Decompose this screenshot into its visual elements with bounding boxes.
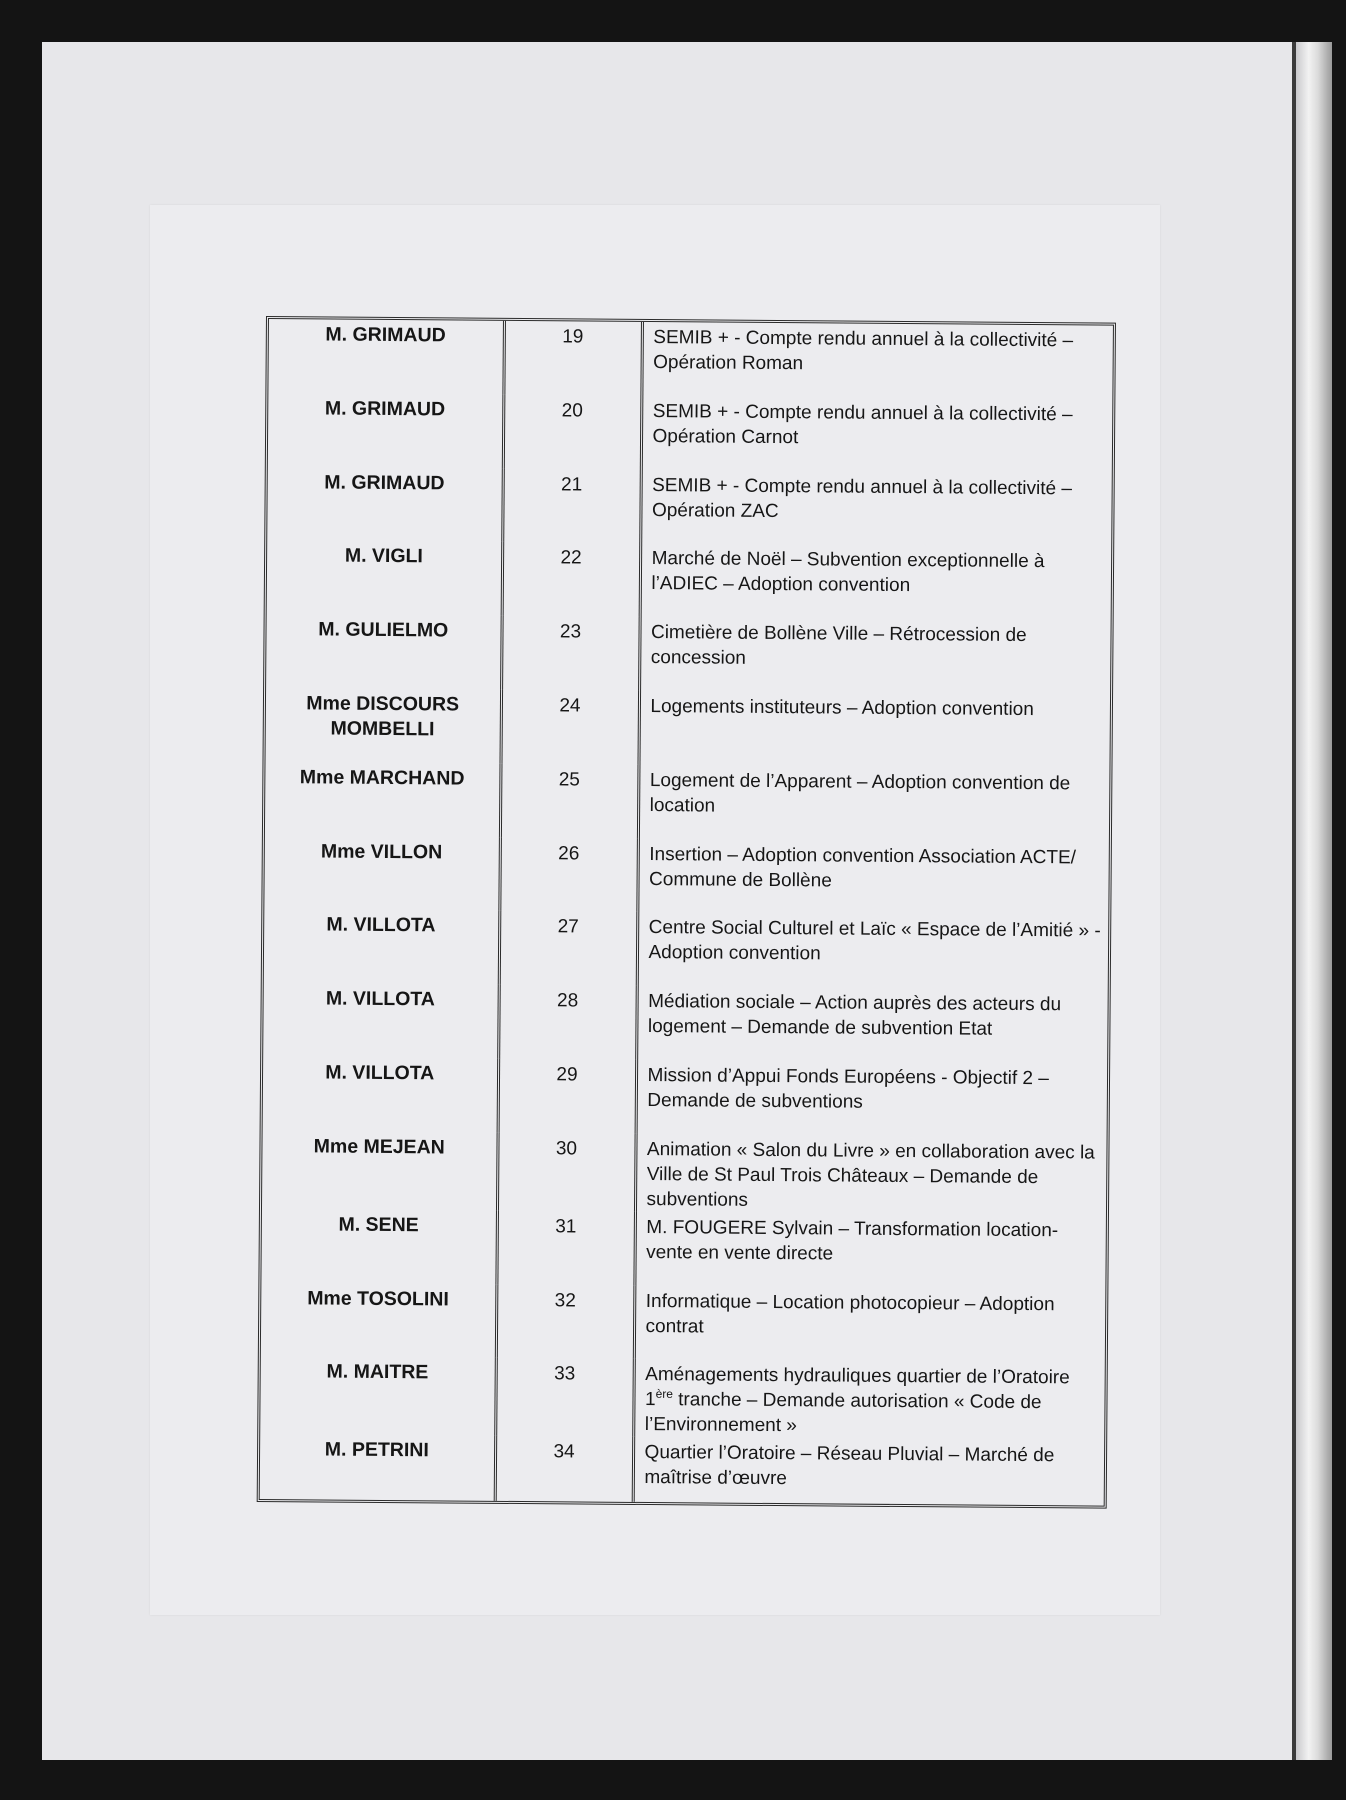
item-number: 22 <box>502 542 641 617</box>
item-description: Mission d’Appui Fonds Européens - Objectif 2 – Demande de subventions <box>647 1064 1049 1113</box>
item-number: 28 <box>498 985 637 1060</box>
item-number: 24 <box>500 690 639 765</box>
agenda-table-frame <box>257 316 1116 1509</box>
item-number: 27 <box>499 911 638 986</box>
superscript-ordinal: ère <box>655 1387 674 1402</box>
item-description: Logements instituteurs – Adoption convention <box>650 696 1034 721</box>
rapporteur-name: Mme DISCOURS MOMBELLI <box>265 688 501 764</box>
item-description <box>633 1359 1105 1441</box>
item-description: M. FOUGERE Sylvain – Transformation location-vente en vente directe <box>646 1216 1059 1265</box>
table-row <box>262 1131 1107 1216</box>
item-number: 20 <box>503 395 642 470</box>
item-description: Logement de l’Apparent – Adoption convention de location <box>649 769 1071 817</box>
table-row <box>263 1057 1108 1137</box>
rapporteur-name: M. VILLOTA <box>263 983 499 1059</box>
table-row <box>263 983 1108 1063</box>
table-row <box>261 1209 1106 1289</box>
agenda-table <box>260 319 1113 1506</box>
item-number: 31 <box>496 1211 635 1286</box>
rapporteur-name: Mme MARCHAND <box>265 762 501 838</box>
document-sheet <box>150 205 1160 1615</box>
item-number: 32 <box>496 1284 635 1359</box>
rapporteur-name: M. MAITRE <box>260 1356 496 1436</box>
table-row <box>265 762 1110 842</box>
item-description: Animation « Salon du Livre » en collaboration avec la Ville de St Paul Trois Châteaux – Demande de subventions <box>646 1138 1095 1211</box>
page-edge <box>1296 42 1332 1760</box>
item-description: SEMIB + - Compte rendu annuel à la collectivité – Opération Carnot <box>652 400 1073 448</box>
rapporteur-name: Mme MEJEAN <box>262 1131 498 1211</box>
item-number: 25 <box>500 764 639 839</box>
item-description: Cimetière de Bollène Ville – Rétrocession de concession <box>650 622 1027 669</box>
item-number: 33 <box>495 1358 634 1437</box>
rapporteur-name: M. PETRINI <box>260 1434 496 1501</box>
table-row <box>260 1356 1105 1441</box>
table-row <box>265 688 1110 768</box>
item-number: 30 <box>497 1133 636 1212</box>
rapporteur-name: M. SENE <box>261 1209 497 1285</box>
table-row <box>268 319 1113 399</box>
item-number: 19 <box>503 321 642 396</box>
rapporteur-name: M. GULIELMO <box>266 614 502 690</box>
table-row <box>267 467 1112 547</box>
table-row <box>268 393 1113 473</box>
item-description: SEMIB + - Compte rendu annuel à la collectivité – Opération Roman <box>653 327 1074 375</box>
item-number: 21 <box>502 468 641 543</box>
table-row <box>267 540 1112 620</box>
item-description: Centre Social Culturel et Laïc « Espace de l’Amitié » - Adoption convention <box>648 917 1101 965</box>
table-row <box>264 836 1109 916</box>
rapporteur-name: M. GRIMAUD <box>267 467 503 543</box>
item-number: 26 <box>499 837 638 912</box>
table-row <box>260 1434 1104 1506</box>
rapporteur-name: M. VILLOTA <box>264 909 500 985</box>
item-description: Marché de Noël – Subvention exceptionnelle à l’ADIEC – Adoption convention <box>651 548 1045 597</box>
item-description: Insertion – Adoption convention Association ACTE/ Commune de Bollène <box>649 843 1077 892</box>
table-row <box>261 1283 1106 1363</box>
rapporteur-name: M. VILLOTA <box>263 1057 499 1133</box>
rapporteur-name: Mme TOSOLINI <box>261 1283 497 1359</box>
table-row <box>264 909 1109 989</box>
item-number: 29 <box>498 1059 637 1134</box>
item-description: Médiation sociale – Action auprès des acteurs du logement – Demande de subvention Etat <box>647 991 1062 1040</box>
rapporteur-name: M. VIGLI <box>267 540 503 616</box>
item-description: Quartier l’Oratoire – Réseau Pluvial – Marché de maîtrise d’œuvre <box>644 1442 1055 1490</box>
table-row <box>266 614 1111 694</box>
description-part: tranche – Demande autorisation « Code de l’Environnement » <box>644 1389 1042 1437</box>
item-description: Informatique – Location photocopieur – Adoption contrat <box>645 1290 1055 1338</box>
rapporteur-name: M. GRIMAUD <box>268 393 504 469</box>
item-description: SEMIB + - Compte rendu annuel à la collectivité – Opération ZAC <box>651 474 1073 522</box>
item-number: 23 <box>501 616 640 691</box>
item-number: 34 <box>495 1436 634 1502</box>
rapporteur-name: Mme VILLON <box>264 836 500 912</box>
description-part: Aménagements hydrauliques quartier de l’Oratoire 1 <box>644 1364 1070 1411</box>
rapporteur-name: M. GRIMAUD <box>268 319 504 395</box>
